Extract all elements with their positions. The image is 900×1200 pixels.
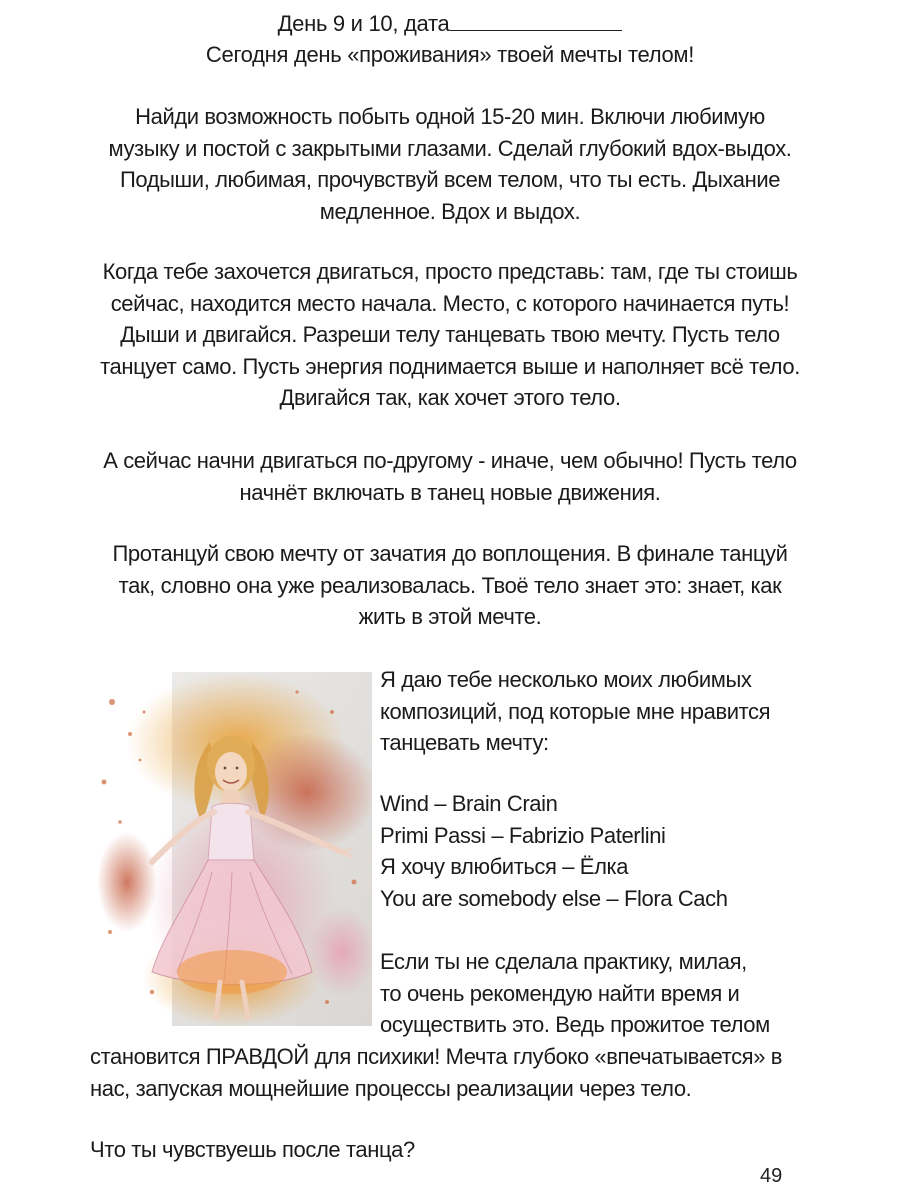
text-line: медленное. Вдох и выдох.: [319, 198, 581, 224]
date-blank-line: [450, 10, 622, 31]
playlist-intro: [380, 664, 850, 759]
text-line: Когда тебе захочется двигаться, просто представь: там, где ты стоишь: [102, 259, 798, 284]
text-line: начнёт включать в танец новые движения.: [239, 479, 661, 505]
song-item: Wind – Brain Crain: [380, 791, 558, 816]
text-line: Я даю тебе несколько моих любимых: [380, 667, 752, 692]
text-line: становится ПРАВДОЙ для психики! Мечта глубоко «впечатывается» в: [90, 1044, 783, 1069]
text-line: композиций, под которые мне нравится: [380, 698, 771, 724]
text-line: нас, запуская мощнейшие процессы реализации через тело.: [90, 1075, 692, 1101]
text-line: танцевать мечту:: [380, 730, 549, 755]
paragraph-2: [60, 256, 840, 414]
text-line: Дыши и двигайся. Разреши телу танцевать твою мечту. Пусть тело: [120, 322, 780, 347]
day-label: День 9 и 10, дата: [277, 11, 450, 36]
paragraph-1: [60, 101, 840, 227]
question-text: Что ты чувствуешь после танца?: [90, 1137, 415, 1162]
text-line: то очень рекомендую найти время и: [380, 980, 740, 1006]
day-heading: [40, 8, 860, 39]
text-line: танцует само. Пусть энергия поднимается выше и наполняет всё тело.: [100, 353, 800, 379]
text-line: сейчас, находится место начала. Место, с которого начинается путь!: [110, 290, 790, 316]
paragraph-4: [60, 538, 840, 633]
text-line: Протанцуй свою мечту от зачатия до воплощения. В финале танцуй: [112, 541, 788, 566]
dancing-woman-illustration: [92, 672, 372, 1026]
text-line: А сейчас начни двигаться по-другому - иначе, чем обычно! Пусть тело: [103, 448, 797, 473]
song-list: [380, 788, 850, 914]
question: [90, 1134, 870, 1166]
closing-full-text: [90, 1041, 870, 1104]
page-number: 49: [760, 1165, 783, 1187]
watercolor-figure-image: [92, 672, 372, 1026]
song-item: Primi Passi – Fabrizio Paterlini: [380, 822, 666, 848]
song-item: You are somebody else – Flora Cach: [380, 885, 728, 911]
subtitle: Сегодня день «проживания» твоей мечты телом!: [205, 42, 695, 67]
closing-side-text: [380, 946, 850, 1041]
text-line: Если ты не сделала практику, милая,: [380, 949, 747, 974]
text-line: Двигайся так, как хочет этого тело.: [279, 385, 621, 410]
paragraph-3: [60, 445, 840, 508]
text-line: жить в этой мечте.: [358, 604, 542, 629]
text-line: Подыши, любимая, прочувствуй всем телом, что ты есть. Дыхание: [119, 167, 781, 192]
text-line: осуществить это. Ведь прожитое телом: [380, 1012, 770, 1037]
text-line: музыку и постой с закрытыми глазами. Сделай глубокий вдох-выдох.: [108, 135, 792, 161]
song-item: Я хочу влюбиться – Ёлка: [380, 854, 629, 879]
text-line: Найди возможность побыть одной 15-20 мин. Включи любимую: [135, 104, 765, 129]
text-line: так, словно она уже реализовалась. Твоё тело знает это: знает, как: [118, 572, 782, 598]
